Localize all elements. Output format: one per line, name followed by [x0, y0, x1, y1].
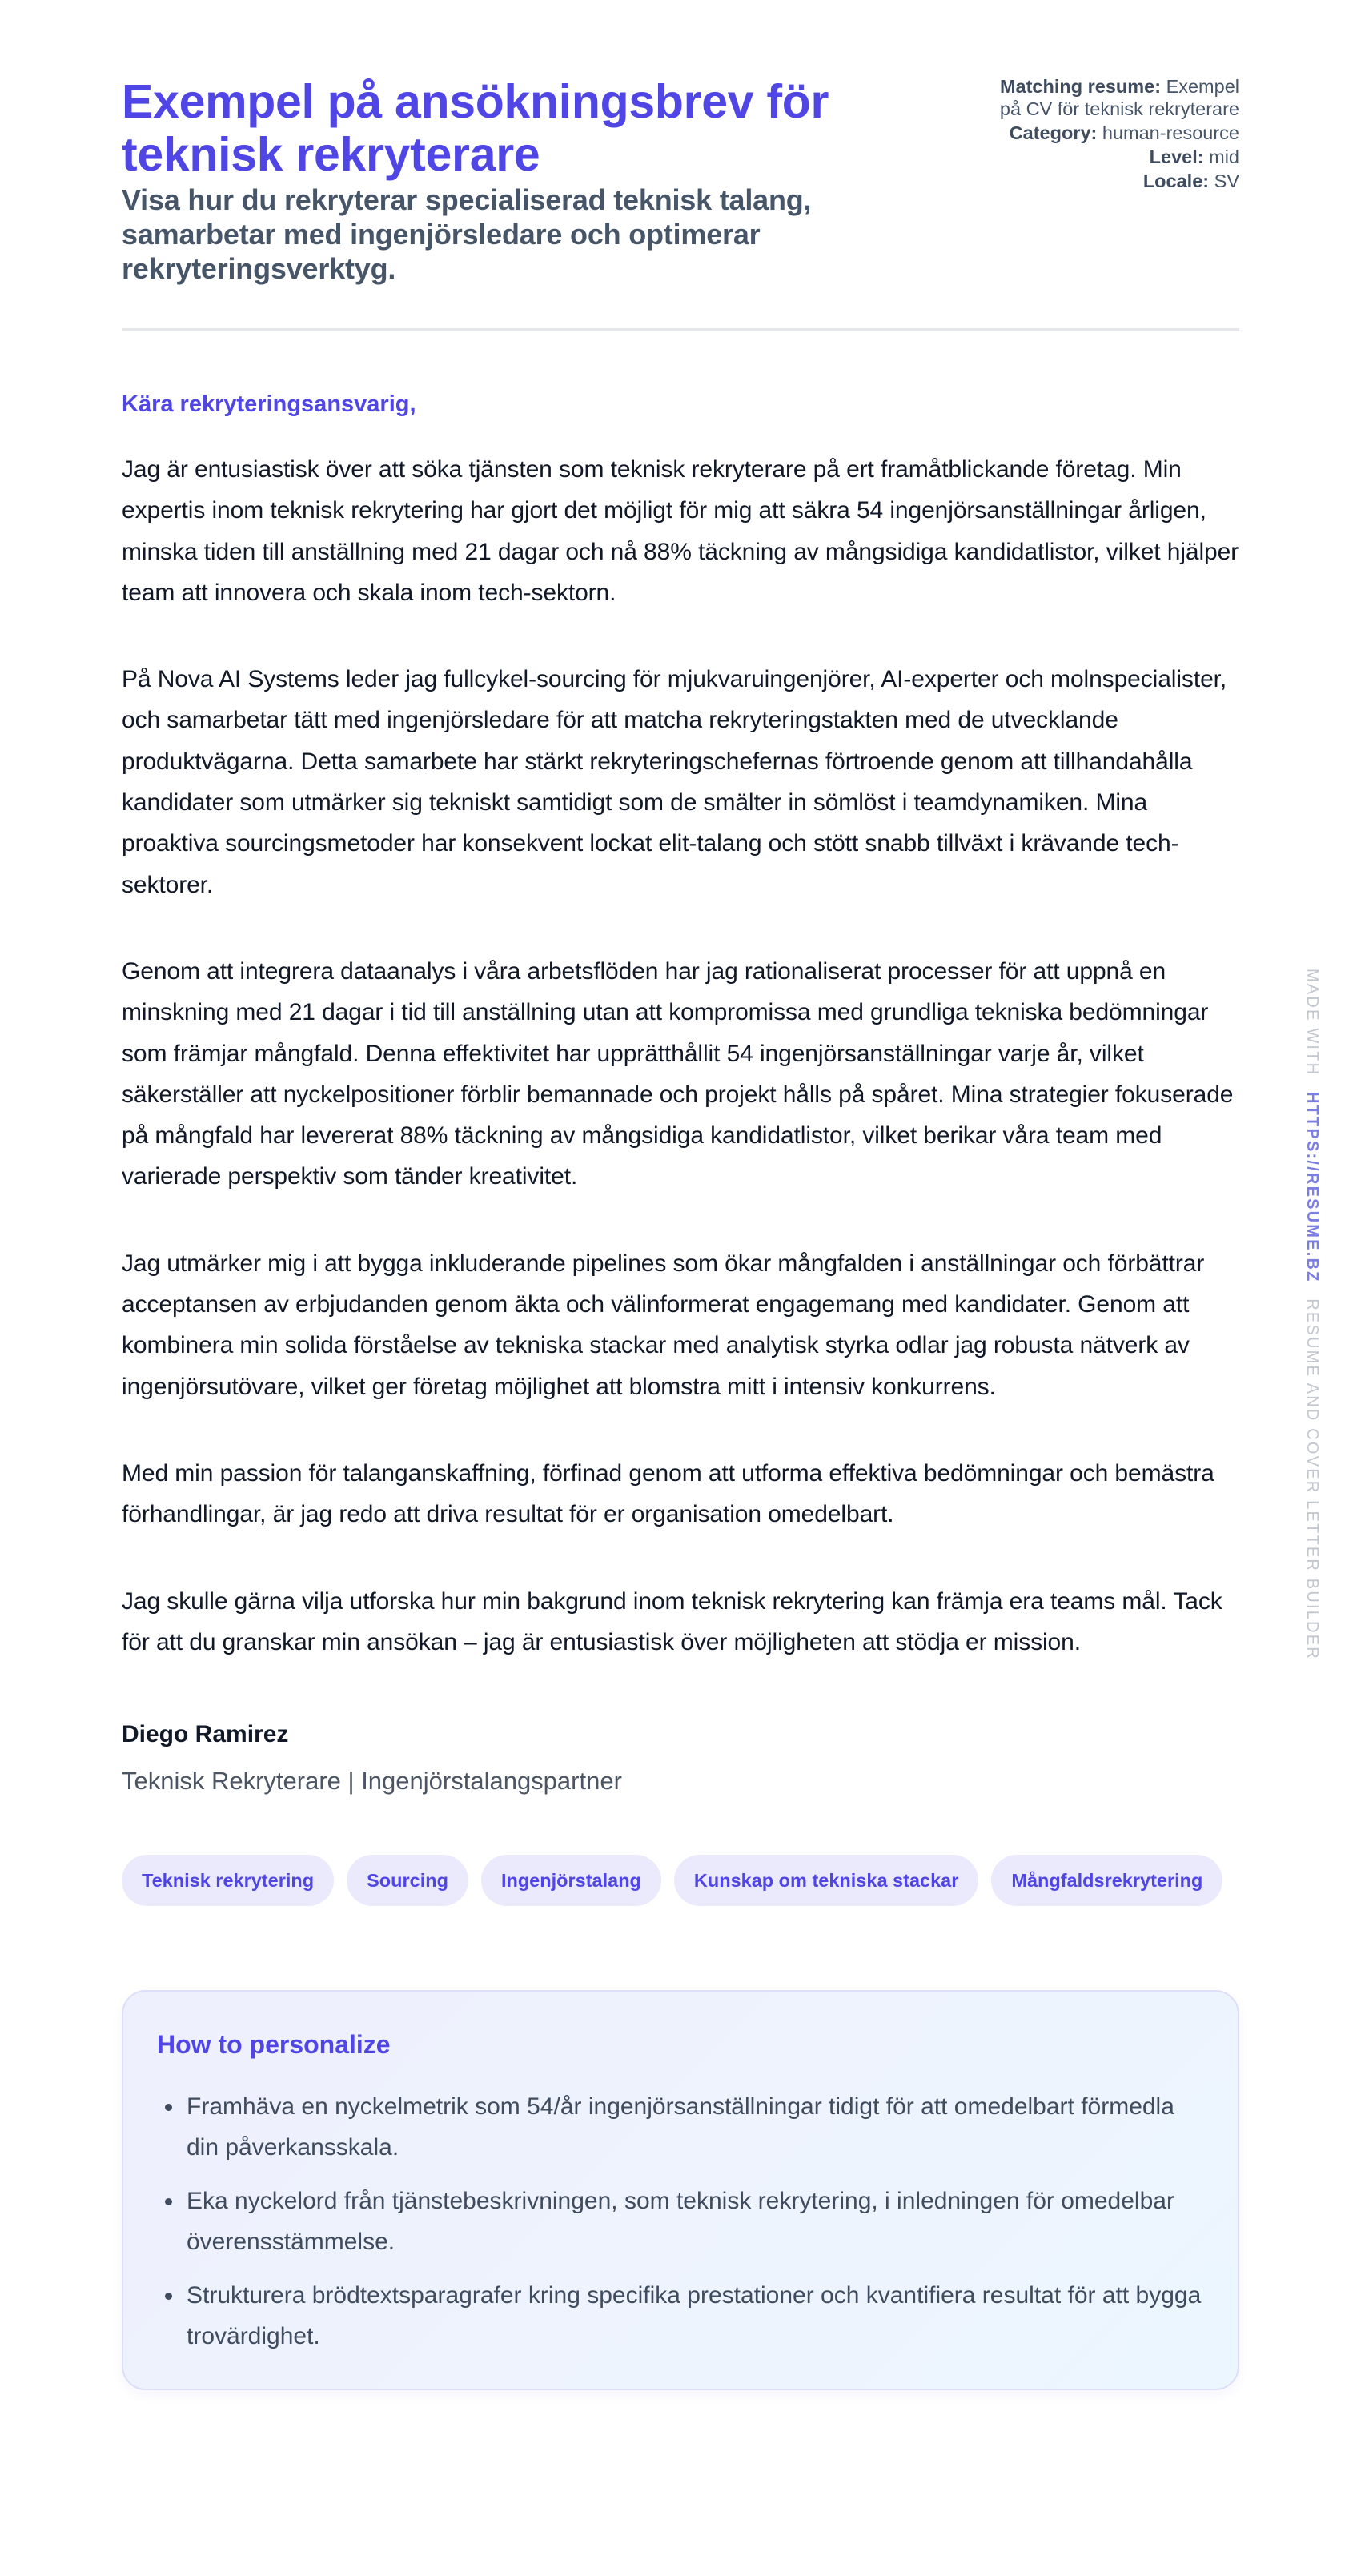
bullet-icon: [165, 2198, 172, 2205]
meta-locale: [975, 170, 1239, 192]
skill-tag[interactable]: Ingenjörstalang: [481, 1855, 661, 1906]
personalize-tips: [157, 2086, 1204, 2357]
skill-tags: [122, 1855, 1239, 1906]
watermark-link[interactable]: HTTPS://RESUME.BZ: [1303, 1092, 1321, 1283]
watermark-suffix: RESUME AND COVER LETTER BUILDER: [1303, 1298, 1321, 1660]
bullet-icon: [165, 2104, 172, 2111]
letter-paragraph: Med min passion för talanganskaffning, förfinad genom att utforma effektiva bedömningar och bemästra förhandlingar, är jag redo att driva resultat för er organisation omedelbart.: [122, 1459, 1214, 1528]
page-title: Exempel på ansökningsbrev för teknisk rekryterare: [122, 75, 829, 181]
skill-tag[interactable]: Kunskap om tekniska stackar: [674, 1855, 978, 1906]
signature-title: Teknisk Rekryterare | Ingenjörstalangspartner: [122, 1767, 622, 1796]
header-title-block: [122, 75, 858, 286]
letter-body: [122, 449, 1239, 1663]
content-container: [122, 0, 1239, 2390]
signature: [122, 1719, 1239, 1797]
letter-paragraph: På Nova AI Systems leder jag fullcykel-sourcing för mjukvaruingenjörer, AI-experter och molnspecialister, och samarbetar tätt med ingenjörsledare för att matcha rekryteringstakten med de utvecklande produktvägarna. Detta samarbete har stärkt rekryteringschefernas förtroende genom att tillhandahålla kandidater som utmärker sig tekniskt samtidigt som de smälter in sömlöst i teamdynamiken. Mina proaktiva sourcingsmetoder har konsekvent lockat elit-talang och stött snabb tillväxt i krävande tech-sektorer.: [122, 666, 1227, 898]
meta-value: human-resource: [1102, 122, 1239, 143]
watermark-prefix: MADE WITH: [1303, 969, 1321, 1077]
tip-item: [157, 2275, 1204, 2357]
letter-paragraph: Jag utmärker mig i att bygga inkluderande pipelines som ökar mångfalden i anställningar och förbättrar acceptansen av erbjudanden genom äkta och välinformerat engagemang med kandidater. Genom att kombinera min solida förståelse av tekniska stackar med analytisk styrka odlar jag robusta nätverk av ingenjörsutövare, vilket ger företag möjlighet att blomstra mitt i intensiv konkurrens.: [122, 1250, 1205, 1400]
personalize-box: [122, 1990, 1239, 2390]
meta-value: mid: [1209, 146, 1239, 167]
personalize-title: How to personalize: [157, 2030, 391, 2060]
meta-value: SV: [1214, 171, 1239, 191]
meta-label: Matching resume:: [999, 76, 1162, 97]
page-subtitle: Visa hur du rekryterar specialiserad teknisk talang, samarbetar med ingenjörsledare och optimerar rekryteringsverktyg.: [122, 183, 812, 285]
letter-paragraph: Jag skulle gärna vilja utforska hur min bakgrund inom teknisk rekrytering kan främja era teams mål. Tack för att du granskar min ansökan – jag är entusiastisk över möjligheten att stödja er mission.: [122, 1587, 1222, 1655]
letter-paragraph: Genom att integrera dataanalys i våra arbetsflöden har jag rationaliserat processer för att uppnå en minskning med 21 dagar i tid till anställning utan att kompromissa med grundliga tekniska bedömningar som främjar mångfald. Denna effektivitet har upprätthållit 54 ingenjörsanställningar varje år, vilket säkerställer att nyckelpositioner förblir bemannade och projekt hålls på spåret. Mina strategier fokuserade på mångfald har levererat 88% täckning av mångsidiga kandidatlistor, vilket berikar våra team med varierade perspektiv som tänder kreativitet.: [122, 957, 1234, 1190]
meta-label: Category:: [1009, 122, 1098, 143]
watermark: [1302, 969, 1323, 1660]
tip-text: Strukturera brödtextsparagrafer kring specifika prestationer och kvantifiera resultat för att bygga trovärdighet.: [187, 2282, 1202, 2350]
tip-item: [157, 2086, 1204, 2168]
cover-letter: [122, 388, 1239, 1797]
meta-level: [975, 146, 1239, 168]
meta-category: [975, 122, 1239, 144]
meta-matching-resume: [975, 75, 1239, 120]
salutation: Kära rekryteringsansvarig,: [122, 391, 416, 417]
skill-tag[interactable]: Mångfaldsrekrytering: [991, 1855, 1222, 1906]
tip-text: Framhäva en nyckelmetrik som 54/år ingenjörsanställningar tidigt för att omedelbart förmedla din påverkansskala.: [187, 2093, 1174, 2161]
matching-resume-link[interactable]: Exempel på CV för teknisk rekryterare: [999, 76, 1239, 119]
skill-tag[interactable]: Sourcing: [347, 1855, 468, 1906]
tip-text: Eka nyckelord från tjänstebeskrivningen, som teknisk rekrytering, i inledningen för omedelbar överensstämmelse.: [187, 2188, 1174, 2256]
meta-label: Locale:: [1142, 171, 1210, 191]
tip-item: [157, 2181, 1204, 2262]
page-header: [122, 0, 1239, 331]
letter-paragraph: Jag är entusiastisk över att söka tjänsten som teknisk rekryterare på ert framåtblickande företag. Min expertis inom teknisk rekrytering har gjort det möjligt för mig att säkra 54 ingenjörsanställningar årligen, minska tiden till anställning med 21 dagar och nå 88% täckning av mångsidiga kandidatlistor, vilket hjälper team att innovera och skala inom tech-sektorn.: [122, 456, 1239, 606]
skill-tag[interactable]: Teknisk rekrytering: [122, 1855, 334, 1906]
meta-label: Level:: [1149, 146, 1204, 167]
meta-info: [975, 75, 1239, 192]
signature-name: Diego Ramirez: [122, 1721, 289, 1748]
bullet-icon: [165, 2293, 172, 2300]
